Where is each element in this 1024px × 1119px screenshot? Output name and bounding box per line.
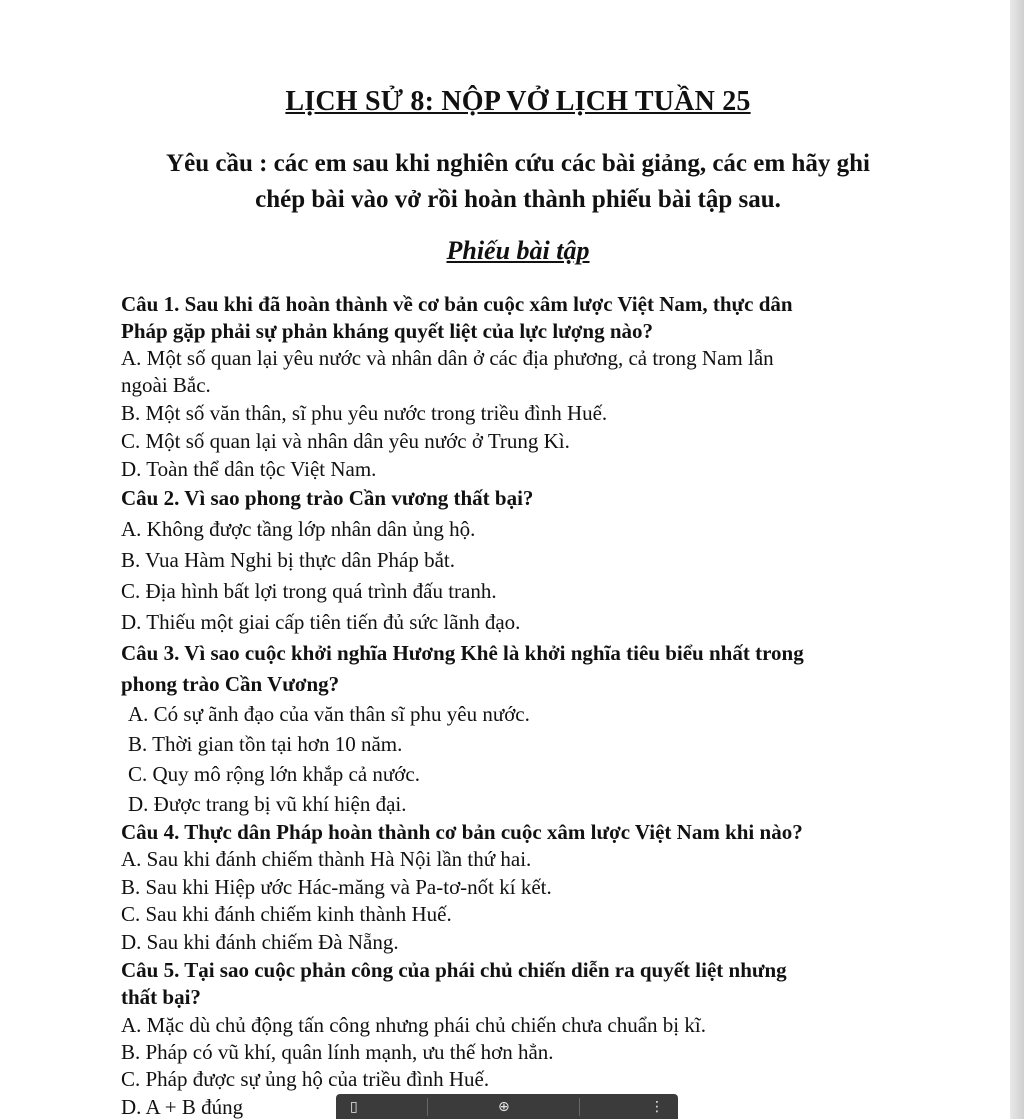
- q3-option-b: B. Thời gian tồn tại hơn 10 năm.: [128, 732, 403, 756]
- q3-option-c: C. Quy mô rộng lớn khắp cả nước.: [128, 762, 420, 786]
- request-line-1: Yêu cầu : các em sau khi nghiên cứu các bài giảng, các em hãy ghi: [166, 150, 870, 177]
- q5-option-b: B. Pháp có vũ khí, quân lính mạnh, ưu thế hơn hẳn.: [121, 1040, 554, 1064]
- question-3-line-1: Câu 3. Vì sao cuộc khởi nghĩa Hương Khê là khởi nghĩa tiêu biểu nhất trong: [121, 641, 804, 665]
- question-5-line-1: Câu 5. Tại sao cuộc phản công của phái chủ chiến diễn ra quyết liệt nhưng: [121, 958, 787, 982]
- question-1-line-2: Pháp gặp phải sự phản kháng quyết liệt của lực lượng nào?: [121, 319, 653, 343]
- q2-option-c: C. Địa hình bất lợi trong quá trình đấu tranh.: [121, 579, 497, 603]
- q1-option-c: C. Một số quan lại và nhân dân yêu nước ở Trung Kì.: [121, 429, 570, 453]
- q5-option-a: A. Mặc dù chủ động tấn công nhưng phái chủ chiến chưa chuẩn bị kĩ.: [121, 1013, 706, 1037]
- q4-option-c: C. Sau khi đánh chiếm kinh thành Huế.: [121, 902, 452, 926]
- toolbar-separator: [579, 1098, 580, 1116]
- q5-option-c: C. Pháp được sự ủng hộ của triều đình Huế.: [121, 1067, 490, 1091]
- document-title: LỊCH SỬ 8: NỘP VỞ LỊCH TUẦN 25: [285, 86, 751, 117]
- zoom-icon[interactable]: ⊕: [497, 1098, 510, 1115]
- q3-option-d: D. Được trang bị vũ khí hiện đại.: [128, 792, 407, 816]
- q1-option-b: B. Một số văn thân, sĩ phu yêu nước trong triều đình Huế.: [121, 401, 608, 425]
- q3-option-a: A. Có sự ãnh đạo của văn thân sĩ phu yêu nước.: [128, 702, 530, 726]
- q5-option-d: D. A + B đúng: [121, 1095, 244, 1119]
- q4-option-a: A. Sau khi đánh chiếm thành Hà Nội lần thứ hai.: [121, 847, 532, 871]
- q2-option-a: A. Không được tầng lớp nhân dân ủng hộ.: [121, 517, 476, 541]
- more-icon[interactable]: ⋮: [649, 1098, 664, 1115]
- q2-option-b: B. Vua Hàm Nghi bị thực dân Pháp bắt.: [121, 548, 456, 572]
- q2-option-d: D. Thiếu một giai cấp tiên tiến đủ sức lãnh đạo.: [121, 610, 521, 634]
- q1-option-a: A. Một số quan lại yêu nước và nhân dân ở các địa phương, cả trong Nam lẫn: [121, 346, 774, 370]
- q4-option-b: B. Sau khi Hiệp ước Hác-măng và Pa-tơ-nốt kí kết.: [121, 875, 552, 899]
- viewer-toolbar[interactable]: [336, 1094, 678, 1119]
- page-edge-shadow: [1010, 0, 1024, 1119]
- question-4: Câu 4. Thực dân Pháp hoàn thành cơ bản cuộc xâm lược Việt Nam khi nào?: [121, 820, 803, 844]
- toolbar-separator: [427, 1098, 428, 1116]
- question-2: Câu 2. Vì sao phong trào Cần vương thất bại?: [121, 486, 534, 510]
- worksheet-subtitle: Phiếu bài tập: [446, 236, 590, 265]
- q1-option-a-cont: ngoài Bắc.: [121, 373, 211, 397]
- question-5-line-2: thất bại?: [121, 985, 201, 1009]
- page-icon[interactable]: ▯: [350, 1098, 358, 1115]
- q1-option-d: D. Toàn thể dân tộc Việt Nam.: [121, 457, 377, 481]
- question-1-line-1: Câu 1. Sau khi đã hoàn thành về cơ bản cuộc xâm lược Việt Nam, thực dân: [121, 292, 793, 316]
- q4-option-d: D. Sau khi đánh chiếm Đà Nẵng.: [121, 930, 399, 954]
- request-line-2: chép bài vào vở rồi hoàn thành phiếu bài tập sau.: [255, 186, 781, 213]
- question-3-line-2: phong trào Cần Vương?: [121, 672, 340, 696]
